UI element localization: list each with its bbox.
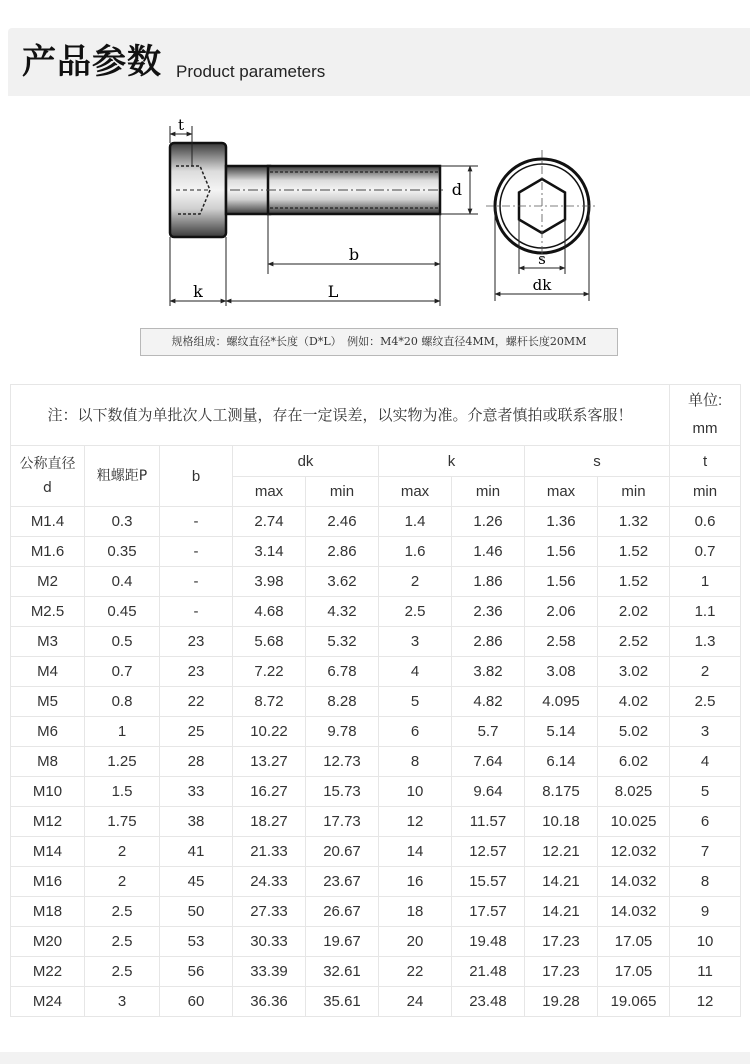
cell-s-max: 10.18 [525, 807, 598, 837]
header-dk-min: min [306, 477, 379, 507]
cell-pitch: 2 [85, 837, 160, 867]
cell-s-max: 1.56 [525, 567, 598, 597]
cell-t-min: 2 [670, 657, 741, 687]
cell-k-max: 14 [379, 837, 452, 867]
cell-size: M5 [11, 687, 85, 717]
label-b: b [348, 245, 360, 264]
cell-s-min: 2.02 [598, 597, 670, 627]
header-k-min: min [452, 477, 525, 507]
label-d: d [451, 180, 462, 199]
cell-dk-max: 5.68 [233, 627, 306, 657]
cell-k-min: 11.57 [452, 807, 525, 837]
cell-dk-min: 23.67 [306, 867, 379, 897]
cell-dk-min: 26.67 [306, 897, 379, 927]
cell-t-min: 6 [670, 807, 741, 837]
table-row [11, 627, 741, 657]
cell-size: M3 [11, 627, 85, 657]
cell-dk-min: 8.28 [306, 687, 379, 717]
cell-s-min: 14.032 [598, 867, 670, 897]
cell-dk-max: 24.33 [233, 867, 306, 897]
cell-k-min: 9.64 [452, 777, 525, 807]
cell-pitch: 0.35 [85, 537, 160, 567]
cell-b: - [160, 597, 233, 627]
cell-s-min: 10.025 [598, 807, 670, 837]
cell-b: 45 [160, 867, 233, 897]
cell-s-max: 1.36 [525, 507, 598, 537]
unit-value: mm [692, 420, 718, 437]
cell-k-max: 10 [379, 777, 452, 807]
cell-dk-max: 16.27 [233, 777, 306, 807]
cell-size: M22 [11, 957, 85, 987]
cell-dk-min: 32.61 [306, 957, 379, 987]
cell-s-min: 5.02 [598, 717, 670, 747]
cell-k-min: 23.48 [452, 987, 525, 1017]
cell-size: M6 [11, 717, 85, 747]
cell-pitch: 0.5 [85, 627, 160, 657]
cell-s-max: 3.08 [525, 657, 598, 687]
cell-k-min: 3.82 [452, 657, 525, 687]
cell-s-max: 2.06 [525, 597, 598, 627]
cell-k-max: 3 [379, 627, 452, 657]
label-k: k [193, 282, 203, 301]
header-t-min: min [670, 477, 741, 507]
cell-k-min: 5.7 [452, 717, 525, 747]
cell-size: M1.6 [11, 537, 85, 567]
cell-dk-min: 35.61 [306, 987, 379, 1017]
cell-t-min: 5 [670, 777, 741, 807]
cell-dk-max: 8.72 [233, 687, 306, 717]
cell-dk-max: 13.27 [233, 747, 306, 777]
unit-label: 单位: [687, 392, 723, 409]
cell-size: M1.4 [11, 507, 85, 537]
cell-k-min: 7.64 [452, 747, 525, 777]
cell-pitch: 0.8 [85, 687, 160, 717]
table-row [11, 957, 741, 987]
cell-dk-max: 3.14 [233, 537, 306, 567]
cell-t-min: 10 [670, 927, 741, 957]
cell-dk-max: 21.33 [233, 837, 306, 867]
table-row [11, 987, 741, 1017]
spec-caption: 规格组成：螺纹直径*长度（D*L） 例如：M4*20 螺纹直径4MM，螺杆长度20MM [140, 328, 618, 356]
cell-dk-max: 33.39 [233, 957, 306, 987]
cell-k-max: 12 [379, 807, 452, 837]
screw-diagram [0, 96, 750, 336]
table-note: 注：以下数值为单批次人工测量，存在一定误差，以实物为准。介意者慎拍或联系客服！ [11, 385, 670, 446]
cell-size: M2 [11, 567, 85, 597]
footer-divider [0, 1052, 750, 1064]
cell-k-min: 1.46 [452, 537, 525, 567]
unit-cell [670, 385, 741, 446]
cell-b: 23 [160, 627, 233, 657]
cell-s-max: 17.23 [525, 927, 598, 957]
cell-dk-max: 10.22 [233, 717, 306, 747]
cell-s-min: 1.32 [598, 507, 670, 537]
cell-t-min: 12 [670, 987, 741, 1017]
cell-pitch: 2.5 [85, 957, 160, 987]
cell-b: 25 [160, 717, 233, 747]
header-s-min: min [598, 477, 670, 507]
table-row [11, 567, 741, 597]
cell-dk-min: 2.86 [306, 537, 379, 567]
cell-pitch: 1.75 [85, 807, 160, 837]
cell-s-max: 8.175 [525, 777, 598, 807]
cell-dk-min: 12.73 [306, 747, 379, 777]
end-view [486, 150, 598, 301]
cell-dk-max: 18.27 [233, 807, 306, 837]
header-pitch: 粗螺距P [85, 446, 160, 507]
table-row [11, 657, 741, 687]
cell-dk-max: 36.36 [233, 987, 306, 1017]
cell-pitch: 1.5 [85, 777, 160, 807]
cell-pitch: 2.5 [85, 897, 160, 927]
cell-s-min: 8.025 [598, 777, 670, 807]
cell-b: 53 [160, 927, 233, 957]
cell-k-min: 17.57 [452, 897, 525, 927]
cell-dk-min: 15.73 [306, 777, 379, 807]
cell-s-max: 19.28 [525, 987, 598, 1017]
cell-dk-min: 3.62 [306, 567, 379, 597]
header-nominal-label: 公称直径 [19, 456, 76, 472]
cell-dk-max: 3.98 [233, 567, 306, 597]
label-dk: dk [532, 276, 552, 294]
label-t: t [177, 116, 185, 134]
cell-t-min: 1.3 [670, 627, 741, 657]
cell-t-min: 3 [670, 717, 741, 747]
cell-size: M14 [11, 837, 85, 867]
cell-k-min: 1.26 [452, 507, 525, 537]
table-row [11, 837, 741, 867]
cell-dk-max: 7.22 [233, 657, 306, 687]
cell-s-min: 2.52 [598, 627, 670, 657]
cell-b: 60 [160, 987, 233, 1017]
cell-dk-min: 20.67 [306, 837, 379, 867]
cell-size: M20 [11, 927, 85, 957]
cell-b: 23 [160, 657, 233, 687]
cell-s-min: 6.02 [598, 747, 670, 777]
cell-size: M4 [11, 657, 85, 687]
cell-dk-max: 4.68 [233, 597, 306, 627]
header-b: b [160, 446, 233, 507]
cell-b: 41 [160, 837, 233, 867]
cell-k-max: 5 [379, 687, 452, 717]
cell-k-max: 22 [379, 957, 452, 987]
label-L: L [327, 282, 339, 301]
cell-dk-min: 2.46 [306, 507, 379, 537]
cell-b: 56 [160, 957, 233, 987]
cell-s-max: 14.21 [525, 897, 598, 927]
cell-k-max: 20 [379, 927, 452, 957]
cell-k-max: 2 [379, 567, 452, 597]
table-row [11, 507, 741, 537]
cell-b: 50 [160, 897, 233, 927]
cell-k-min: 19.48 [452, 927, 525, 957]
cell-pitch: 2.5 [85, 927, 160, 957]
cell-t-min: 0.6 [670, 507, 741, 537]
cell-s-min: 19.065 [598, 987, 670, 1017]
cell-b: 22 [160, 687, 233, 717]
cell-b: - [160, 507, 233, 537]
cell-s-min: 17.05 [598, 927, 670, 957]
header-dk: dk [233, 446, 379, 477]
header-k: k [379, 446, 525, 477]
cell-size: M12 [11, 807, 85, 837]
cell-k-max: 18 [379, 897, 452, 927]
cell-dk-min: 4.32 [306, 597, 379, 627]
cell-s-min: 1.52 [598, 537, 670, 567]
cell-size: M8 [11, 747, 85, 777]
cell-pitch: 0.4 [85, 567, 160, 597]
cell-k-max: 1.4 [379, 507, 452, 537]
cell-k-max: 6 [379, 717, 452, 747]
table-row [11, 687, 741, 717]
cell-t-min: 1 [670, 567, 741, 597]
table-row [11, 867, 741, 897]
page-title: 产品参数 [22, 42, 162, 82]
cell-k-max: 4 [379, 657, 452, 687]
cell-s-min: 1.52 [598, 567, 670, 597]
cell-k-min: 4.82 [452, 687, 525, 717]
cell-t-min: 7 [670, 837, 741, 867]
header-nominal-sub: d [43, 480, 52, 496]
cell-dk-max: 2.74 [233, 507, 306, 537]
cell-pitch: 0.7 [85, 657, 160, 687]
cell-size: M2.5 [11, 597, 85, 627]
cell-pitch: 0.45 [85, 597, 160, 627]
cell-t-min: 8 [670, 867, 741, 897]
header-t: t [670, 446, 741, 477]
table-row [11, 807, 741, 837]
cell-pitch: 3 [85, 987, 160, 1017]
cell-t-min: 1.1 [670, 597, 741, 627]
side-view [170, 116, 478, 306]
cell-b: - [160, 537, 233, 567]
cell-s-max: 12.21 [525, 837, 598, 867]
cell-dk-max: 27.33 [233, 897, 306, 927]
cell-s-min: 12.032 [598, 837, 670, 867]
table-row [11, 747, 741, 777]
cell-dk-min: 5.32 [306, 627, 379, 657]
cell-k-min: 12.57 [452, 837, 525, 867]
table-row [11, 597, 741, 627]
cell-size: M16 [11, 867, 85, 897]
cell-dk-min: 19.67 [306, 927, 379, 957]
spec-table [10, 384, 741, 1017]
page-subtitle: Product parameters [176, 62, 326, 81]
cell-k-max: 1.6 [379, 537, 452, 567]
table-row [11, 777, 741, 807]
cell-k-max: 16 [379, 867, 452, 897]
cell-size: M10 [11, 777, 85, 807]
cell-k-min: 1.86 [452, 567, 525, 597]
cell-s-min: 4.02 [598, 687, 670, 717]
header-s: s [525, 446, 670, 477]
cell-dk-min: 17.73 [306, 807, 379, 837]
cell-k-min: 2.86 [452, 627, 525, 657]
cell-t-min: 11 [670, 957, 741, 987]
cell-k-min: 2.36 [452, 597, 525, 627]
cell-dk-min: 6.78 [306, 657, 379, 687]
cell-pitch: 0.3 [85, 507, 160, 537]
page-header [8, 28, 750, 96]
header-dk-max: max [233, 477, 306, 507]
label-s: s [538, 250, 546, 268]
cell-s-min: 14.032 [598, 897, 670, 927]
cell-b: 28 [160, 747, 233, 777]
cell-s-max: 2.58 [525, 627, 598, 657]
cell-s-max: 1.56 [525, 537, 598, 567]
cell-pitch: 2 [85, 867, 160, 897]
cell-s-min: 17.05 [598, 957, 670, 987]
cell-t-min: 4 [670, 747, 741, 777]
cell-dk-max: 30.33 [233, 927, 306, 957]
header-k-max: max [379, 477, 452, 507]
header-nominal [11, 446, 85, 507]
cell-b: - [160, 567, 233, 597]
cell-s-max: 4.095 [525, 687, 598, 717]
cell-pitch: 1 [85, 717, 160, 747]
cell-s-max: 14.21 [525, 867, 598, 897]
cell-s-max: 5.14 [525, 717, 598, 747]
cell-k-max: 24 [379, 987, 452, 1017]
table-row [11, 537, 741, 567]
cell-t-min: 2.5 [670, 687, 741, 717]
cell-b: 38 [160, 807, 233, 837]
cell-t-min: 0.7 [670, 537, 741, 567]
cell-dk-min: 9.78 [306, 717, 379, 747]
table-row [11, 897, 741, 927]
header-s-max: max [525, 477, 598, 507]
cell-s-max: 6.14 [525, 747, 598, 777]
cell-pitch: 1.25 [85, 747, 160, 777]
cell-k-max: 8 [379, 747, 452, 777]
table-row [11, 717, 741, 747]
cell-k-min: 15.57 [452, 867, 525, 897]
cell-k-max: 2.5 [379, 597, 452, 627]
table-row [11, 927, 741, 957]
cell-size: M18 [11, 897, 85, 927]
cell-b: 33 [160, 777, 233, 807]
cell-t-min: 9 [670, 897, 741, 927]
cell-k-min: 21.48 [452, 957, 525, 987]
cell-size: M24 [11, 987, 85, 1017]
cell-s-max: 17.23 [525, 957, 598, 987]
cell-s-min: 3.02 [598, 657, 670, 687]
